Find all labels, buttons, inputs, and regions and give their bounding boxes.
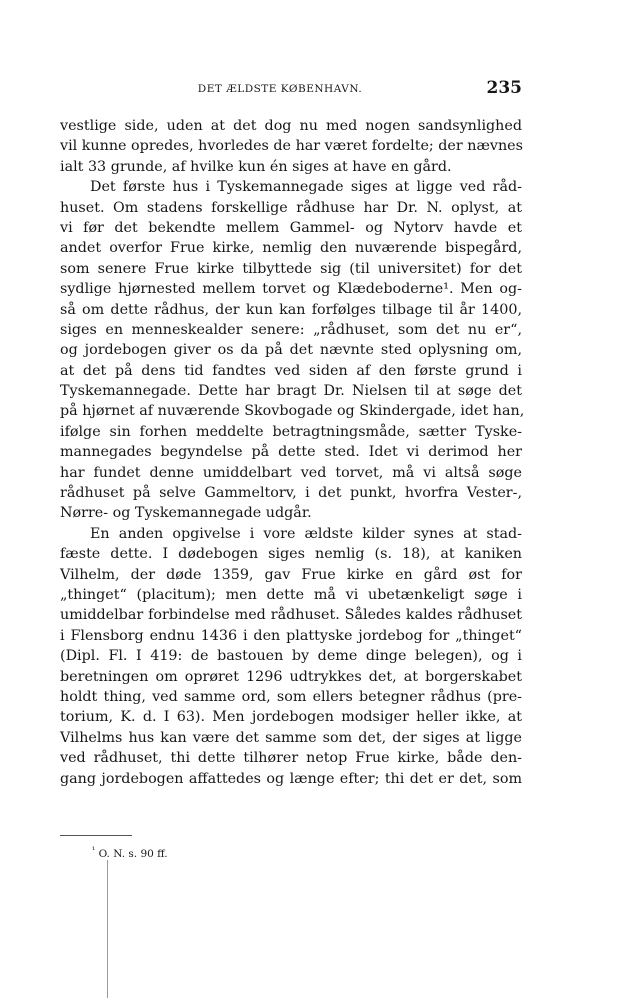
text-line: (Dipl. Fl. I 419: de bastouen by deme dinge belegen), og i — [60, 648, 522, 665]
text-line: huset. Om stadens forskellige rådhuse har Dr. N. oplyst, at — [60, 199, 522, 216]
text-line: „thinget“ (placitum); men dette må vi ubetænkeligt søge i — [60, 586, 522, 603]
text-line: rådhuset på selve Gammeltorv, i det punkt, hvorfra Vester-, — [60, 485, 522, 502]
text-line: Tyskemannegade. Dette har bragt Dr. Nielsen til at søge det — [60, 383, 522, 400]
text-line: vil kunne opredes, hvorledes de har været fordelte; der nævnes — [60, 138, 523, 155]
footnote-divider — [60, 835, 132, 836]
text-line: sydlige hjørnested mellem torvet og Klædeboderne¹. Men og- — [60, 281, 522, 298]
footnote — [92, 845, 168, 860]
text-line: En anden opgivelse i vore ældste kilder synes at stad- — [90, 525, 522, 542]
text-line: holdt thing, ved samme ord, som ellers betegner rådhus (pre- — [60, 688, 522, 705]
running-title: DET ÆLDSTE KØBENHAVN. — [197, 83, 363, 95]
text-line: og jordebogen giver os da på det nævnte sted oplysning om, — [60, 342, 522, 359]
text-line: beretningen om oprøret 1296 udtrykkes det, at borgerskabet — [60, 668, 522, 685]
text-line: på hjørnet af nuværende Skovbogade og Skindergade, idet han, — [60, 403, 525, 420]
text-line: har fundet denne umiddelbart ved torvet, må vi altså søge — [60, 464, 522, 481]
text-line: Nørre- og Tyskemannegade udgår. — [60, 505, 312, 522]
body-text — [60, 116, 525, 789]
text-line: ifølge sin forhen meddelte betragtningsmåde, sætter Tyske- — [60, 423, 522, 440]
text-line: umiddelbar forbindelse med rådhuset. Således kaldes rådhuset — [60, 607, 522, 624]
text-line: i Flensborg endnu 1436 i den plattyske jordebog for „thinget“ — [60, 627, 522, 644]
text-line: så om dette rådhus, der kun kan forfølges tilbage til år 1400, — [60, 301, 522, 318]
text-line: Det første hus i Tyskemannegade siges at ligge ved råd- — [90, 179, 522, 196]
text-line: ialt 33 grunde, af hvilke kun én siges at have en gård. — [60, 158, 452, 175]
text-line: at det på dens tid fandtes ved siden af den første grund i — [60, 362, 522, 379]
text-line: torium, K. d. I 63). Men jordebogen modsiger heller ikke, at — [60, 709, 522, 726]
footnote-text: O. N. s. 90 ff. — [98, 848, 168, 860]
footnote-marker: ¹ — [92, 845, 96, 855]
page-number: 235 — [486, 78, 522, 98]
text-line: gang jordebogen affattedes og længe efter; thi det er det, som — [60, 770, 522, 787]
text-line: ved rådhuset, thi dette tilhører netop Frue kirke, både den- — [60, 750, 522, 767]
text-line: andet overfor Frue kirke, nemlig den nuværende bispegård, — [60, 240, 522, 257]
text-line: fæste dette. I dødebogen siges nemlig (s. 18), at kaniken — [60, 546, 522, 563]
text-line: vestlige side, uden at det dog nu med nogen sandsynlighed — [60, 118, 522, 134]
text-line: Vilhelms hus kan være det samme som det, der siges at ligge — [60, 729, 522, 746]
text-line: mannegades begyndelse på dette sted. Idet vi derimod her — [60, 444, 522, 461]
text-line: som senere Frue kirke tilbyttede sig (til universitet) for det — [60, 260, 522, 277]
text-line: Vilhelm, der døde 1359, gav Frue kirke en gård øst for — [60, 566, 522, 583]
running-header — [60, 78, 522, 102]
margin-pencil-line — [107, 860, 108, 998]
text-line: vi før det bekendte mellem Gammel- og Nytorv havde et — [60, 219, 522, 236]
text-line: siges en menneskealder senere: „rådhuset, som det nu er“, — [60, 321, 522, 338]
